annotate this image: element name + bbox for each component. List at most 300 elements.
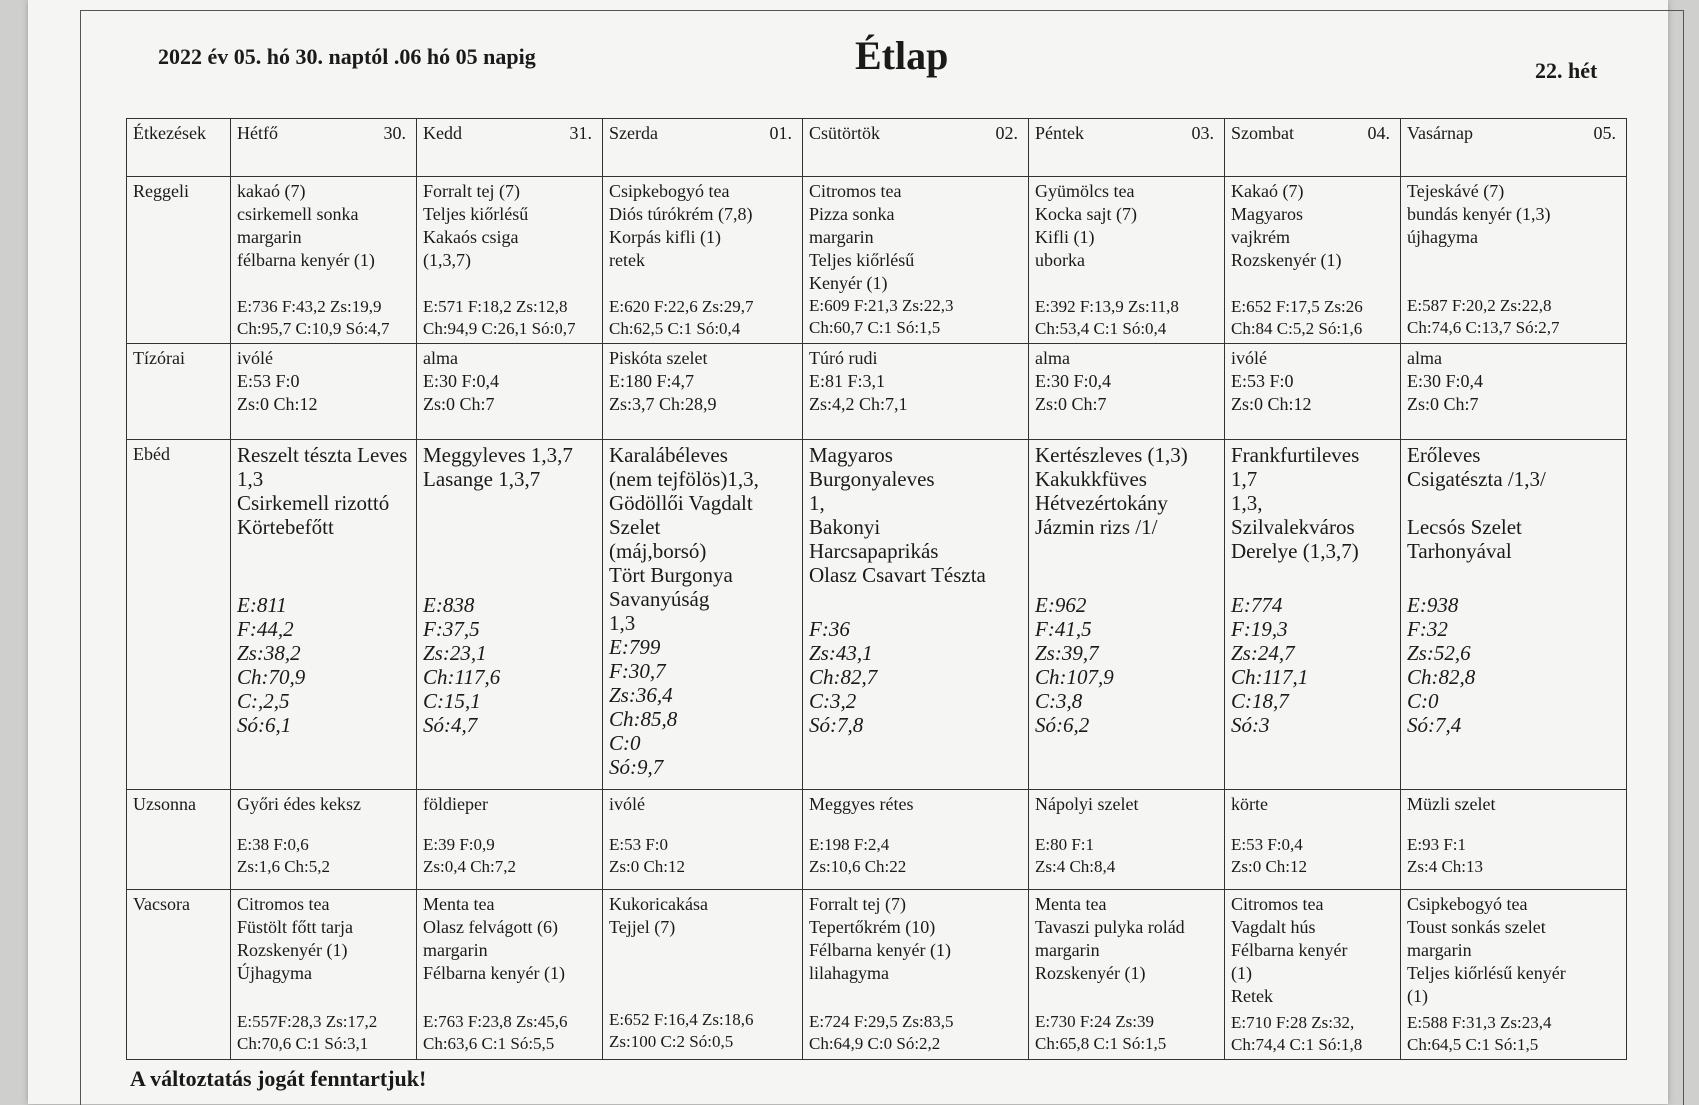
nutrition-info [1231, 593, 1394, 737]
nutrition-info [237, 296, 410, 340]
menu-cell [1401, 344, 1627, 440]
dish-line: bundás kenyér (1,3) [1407, 204, 1551, 224]
menu-cell [231, 440, 417, 790]
nutrition-info [809, 295, 1022, 339]
nutrition-info [1035, 1011, 1218, 1055]
dish-line: Meggyes rétes [809, 794, 914, 814]
nutrition-line: E:811 [237, 593, 287, 617]
nutrition-line: E:571 F:18,2 Zs:12,8 [423, 297, 568, 316]
nutrition-line: E:938 [1407, 593, 1459, 617]
nutrition-line: Zs:0 Ch:12 [609, 857, 686, 876]
dish-line: Gyümölcs tea [1035, 181, 1135, 201]
footer-note: A változtatás jogát fenntartjuk! [130, 1066, 427, 1091]
dish-line: Forralt tej (7) [423, 181, 520, 201]
dish-line: (1) [1407, 986, 1428, 1006]
nutrition-line: Ch:63,6 C:1 Só:5,5 [423, 1034, 555, 1053]
nutrition-line: E:774 [1231, 593, 1283, 617]
nutrition-line: Ch:74,6 C:13,7 Só:2,7 [1407, 318, 1560, 337]
day-name: Kedd [423, 123, 462, 143]
dish-line: Müzli szelet [1407, 794, 1496, 814]
dish-line: Kertészleves (1,3) [1035, 443, 1188, 467]
dish-line: Menta tea [1035, 894, 1107, 914]
menu-cell [1029, 440, 1225, 790]
nutrition-line: C:0 [1407, 689, 1439, 713]
dish-line: Újhagyma [237, 963, 312, 983]
nutrition-line: F:37,5 [423, 617, 480, 641]
dish-line: (máj,borsó) [609, 539, 707, 563]
dish-line: Diós túrókrém (7,8) [609, 204, 753, 224]
menu-cell [1225, 344, 1401, 440]
dish-line: Zs:3,7 Ch:28,9 [609, 394, 717, 414]
dish-line: retek [609, 250, 645, 270]
nutrition-line: E:730 F:24 Zs:39 [1035, 1012, 1155, 1031]
dish-line: Kakaós csiga [423, 227, 519, 247]
dish-line: Vagdalt hús [1231, 917, 1316, 937]
nutrition-info [1035, 834, 1218, 878]
dish-line: margarin [1035, 940, 1100, 960]
day-header-sat [1225, 119, 1401, 177]
dish-line [1407, 491, 1620, 515]
nutrition-info [1035, 593, 1218, 737]
meal-label: Uzsonna [127, 790, 231, 890]
nutrition-line: Ch:53,4 C:1 Só:0,4 [1035, 319, 1167, 338]
dish-line: Csigatészta /1,3/ [1407, 467, 1546, 491]
nutrition-info [809, 617, 1022, 737]
nutrition-line: E:557F:28,3 Zs:17,2 [237, 1012, 378, 1031]
nutrition-line: E:392 F:13,9 Zs:11,8 [1035, 297, 1179, 316]
menu-cell [803, 790, 1029, 890]
dish-line: Savanyúság [609, 587, 710, 611]
nutrition-info [609, 1009, 796, 1053]
dish-line: újhagyma [1407, 227, 1478, 247]
nutrition-info [1407, 295, 1620, 339]
nutrition-line: Zs:52,6 [1407, 641, 1471, 665]
menu-cell [1225, 890, 1401, 1060]
nutrition-info [423, 296, 596, 340]
nutrition-line: Só:3 [1231, 713, 1270, 737]
nutrition-info [1407, 834, 1620, 878]
dish-line: ivólé [1231, 348, 1267, 368]
dish-line: (1) [1231, 963, 1252, 983]
dish-line: vajkrém [1231, 227, 1290, 247]
dish-line: Olasz felvágott (6) [423, 917, 558, 937]
meal-row-reggeli [127, 177, 1627, 344]
nutrition-line: E:53 F:0 [609, 835, 669, 854]
nutrition-info [1231, 296, 1394, 340]
dish-line: Füstölt főtt tarja [237, 917, 353, 937]
nutrition-line: Zs:39,7 [1035, 641, 1099, 665]
nutrition-line: E:962 [1035, 593, 1087, 617]
dish-line: Tejeskávé (7) [1407, 181, 1505, 201]
nutrition-line: E:799 [609, 635, 661, 659]
dish-line: Korpás kifli (1) [609, 227, 721, 247]
dish-line: Citromos tea [809, 181, 902, 201]
dish-line: Magyaros [1231, 204, 1303, 224]
menu-cell [803, 440, 1029, 790]
meal-label: Reggeli [127, 177, 231, 344]
dish-line: Zs:4,2 Ch:7,1 [809, 394, 908, 414]
nutrition-line: Ch:94,9 C:26,1 Só:0,7 [423, 319, 576, 338]
dish-line: Citromos tea [237, 894, 330, 914]
dish-line: Zs:0 Ch:12 [1231, 394, 1312, 414]
dish-line: Kukoricakása [609, 894, 708, 914]
nutrition-info [609, 296, 796, 340]
dish-line: Piskóta szelet [609, 348, 708, 368]
day-name: Vasárnap [1407, 123, 1473, 143]
menu-cell [231, 890, 417, 1060]
nutrition-line: Ch:107,9 [1035, 665, 1114, 689]
menu-cell [603, 440, 803, 790]
dish-line: uborka [1035, 250, 1085, 270]
nutrition-line: E:763 F:23,8 Zs:45,6 [423, 1012, 568, 1031]
nutrition-line: Ch:117,1 [1231, 665, 1309, 689]
date-range: 2022 év 05. hó 30. naptól .06 hó 05 napig [158, 44, 536, 69]
nutrition-info [1407, 1012, 1620, 1056]
menu-cell [1225, 790, 1401, 890]
dish-line: Karalábéleves [609, 443, 728, 467]
dish-line: Félbarna kenyér (1) [809, 940, 951, 960]
nutrition-line: C:,2,5 [237, 689, 290, 713]
menu-cell [603, 344, 803, 440]
dish-line: Kakukkfüves [1035, 467, 1147, 491]
menu-cell [417, 344, 603, 440]
meal-label: Tízórai [127, 344, 231, 440]
dish-line: Rozskenyér (1) [237, 940, 348, 960]
dish-line: csirkemell sonka [237, 204, 359, 224]
nutrition-info [1231, 1012, 1394, 1056]
nutrition-line: Zs:4 Ch:8,4 [1035, 857, 1116, 876]
dish-line: 1,3 [237, 467, 264, 491]
day-header-sun [1401, 119, 1627, 177]
dish-line: Csirkemell rizottó [237, 491, 390, 515]
dish-line: Olasz Csavart Tészta [809, 563, 986, 587]
nutrition-line: Zs:0 Ch:12 [1231, 857, 1308, 876]
nutrition-info [423, 834, 596, 878]
dish-line: 1,3, [1231, 491, 1263, 515]
dish-line: Nápolyi szelet [1035, 794, 1139, 814]
dish-line: Félbarna kenyér (1) [423, 963, 565, 983]
dish-line: alma [1035, 348, 1070, 368]
menu-cell [417, 440, 603, 790]
nutrition-info [1035, 296, 1218, 340]
dish-line: Bakonyi [809, 515, 881, 539]
nutrition-line: E:53 F:0,4 [1231, 835, 1303, 854]
menu-cell [1029, 790, 1225, 890]
day-date: 31. [569, 123, 592, 143]
dish-line: 1, [809, 491, 825, 515]
dish-line: Pizza sonka [809, 204, 895, 224]
nutrition-line: Só:6,1 [237, 713, 292, 737]
page-title: Étlap [855, 33, 949, 78]
nutrition-line: Zs:0,4 Ch:7,2 [423, 857, 517, 876]
nutrition-line: Zs:1,6 Ch:5,2 [237, 857, 331, 876]
dish-line: Csipkebogyó tea [609, 181, 730, 201]
dish-line: Zs:0 Ch:7 [423, 394, 495, 414]
dish-line: Derelye (1,3,7) [1231, 539, 1359, 563]
menu-cell [1401, 177, 1627, 344]
nutrition-info [609, 834, 796, 878]
dish-line: E:30 F:0,4 [423, 371, 500, 391]
menu-cell [231, 790, 417, 890]
nutrition-line: E:736 F:43,2 Zs:19,9 [237, 297, 382, 316]
nutrition-line: C:15,1 [423, 689, 481, 713]
dish-line: E:30 F:0,4 [1407, 371, 1484, 391]
dish-line: margarin [423, 940, 488, 960]
menu-cell [231, 344, 417, 440]
dish-line: margarin [1407, 940, 1472, 960]
nutrition-line: Zs:38,2 [237, 641, 301, 665]
nutrition-line: C:3,8 [1035, 689, 1083, 713]
header-row [127, 119, 1627, 177]
day-date: 02. [995, 123, 1018, 143]
dish-line: Forralt tej (7) [809, 894, 906, 914]
dish-line: Körtebefőtt [237, 515, 334, 539]
nutrition-line: Ch:65,8 C:1 Só:1,5 [1035, 1034, 1167, 1053]
meal-row-tizorai [127, 344, 1627, 440]
nutrition-line: E:80 F:1 [1035, 835, 1095, 854]
menu-cell [1029, 177, 1225, 344]
nutrition-line: E:652 F:17,5 Zs:26 [1231, 297, 1363, 316]
day-date: 30. [383, 123, 406, 143]
menu-table [126, 118, 1627, 1060]
nutrition-line: E:587 F:20,2 Zs:22,8 [1407, 296, 1552, 315]
nutrition-line: F:36 [809, 617, 850, 641]
nutrition-line: Só:4,7 [423, 713, 478, 737]
dish-line: Szelet [609, 515, 661, 539]
nutrition-line: E:838 [423, 593, 475, 617]
nutrition-line: E:609 F:21,3 Zs:22,3 [809, 296, 954, 315]
meal-row-vacsora [127, 890, 1627, 1060]
day-date: 05. [1593, 123, 1616, 143]
dish-line: Erőleves [1407, 443, 1481, 467]
nutrition-info [609, 635, 796, 779]
nutrition-line: Ch:85,8 [609, 707, 678, 731]
dish-line: 1,7 [1231, 467, 1258, 491]
day-date: 03. [1191, 123, 1214, 143]
nutrition-info [423, 593, 596, 737]
nutrition-line: C:3,2 [809, 689, 857, 713]
dish-line: Retek [1231, 986, 1273, 1006]
menu-cell [1029, 344, 1225, 440]
dish-line: Zs:0 Ch:7 [1407, 394, 1479, 414]
menu-cell [417, 177, 603, 344]
dish-line: E:53 F:0 [237, 371, 300, 391]
dish-line: (nem tejfölös)1,3, [609, 467, 759, 491]
nutrition-info [237, 1011, 410, 1055]
day-date: 01. [769, 123, 792, 143]
dish-line: Magyaros Burgonyaleves [809, 443, 935, 491]
dish-line: Reszelt tészta Leves [237, 443, 408, 467]
dish-line: Csipkebogyó tea [1407, 894, 1528, 914]
dish-line: Hétvezértokány [1035, 491, 1168, 515]
menu-cell [417, 790, 603, 890]
menu-cell [603, 790, 803, 890]
day-header-thu [803, 119, 1029, 177]
menu-cell [417, 890, 603, 1060]
nutrition-line: Ch:82,7 [809, 665, 878, 689]
day-name: Szerda [609, 123, 658, 143]
nutrition-line: Zs:43,1 [809, 641, 873, 665]
day-name: Szombat [1231, 123, 1294, 143]
nutrition-line: E:39 F:0,9 [423, 835, 495, 854]
nutrition-info [809, 1011, 1022, 1055]
dish-line: Zs:0 Ch:12 [237, 394, 318, 414]
meal-row-uzsonna [127, 790, 1627, 890]
menu-cell [231, 177, 417, 344]
nutrition-line: E:93 F:1 [1407, 835, 1467, 854]
dish-line: Toust sonkás szelet [1407, 917, 1546, 937]
menu-cell [603, 177, 803, 344]
dish-line: Teljes kiőrlésű [809, 250, 915, 270]
nutrition-line: Ch:64,5 C:1 Só:1,5 [1407, 1035, 1539, 1054]
nutrition-info [1231, 834, 1394, 878]
menu-cell [803, 890, 1029, 1060]
nutrition-line: Só:9,7 [609, 755, 664, 779]
day-name: Péntek [1035, 123, 1084, 143]
dish-line: ivólé [237, 348, 273, 368]
day-header-fri [1029, 119, 1225, 177]
nutrition-line: Zs:100 C:2 Só:0,5 [609, 1032, 734, 1051]
menu-cell [1029, 890, 1225, 1060]
menu-cell [1401, 890, 1627, 1060]
dish-line: alma [1407, 348, 1442, 368]
nutrition-line: Ch:70,6 C:1 Só:3,1 [237, 1034, 369, 1053]
week-number: 22. hét [1535, 58, 1598, 83]
meal-label: Vacsora [127, 890, 231, 1060]
dish-line: Gödöllői Vagdalt [609, 491, 753, 515]
dish-line: Citromos tea [1231, 894, 1324, 914]
dish-line: Győri édes keksz [237, 794, 361, 814]
dish-line: (1,3,7) [423, 250, 471, 270]
menu-cell [803, 344, 1029, 440]
day-header-wed [603, 119, 803, 177]
nutrition-line: Ch:64,9 C:0 Só:2,2 [809, 1034, 941, 1053]
menu-cell [803, 177, 1029, 344]
dish-line: Menta tea [423, 894, 495, 914]
nutrition-line: Ch:117,6 [423, 665, 501, 689]
nutrition-line: F:32 [1407, 617, 1448, 641]
dish-line: Tarhonyával [1407, 539, 1512, 563]
nutrition-line: E:620 F:22,6 Zs:29,7 [609, 297, 754, 316]
meal-row-ebed [127, 440, 1627, 790]
menu-cell [1401, 440, 1627, 790]
nutrition-line: E:652 F:16,4 Zs:18,6 [609, 1010, 754, 1029]
nutrition-info [423, 1011, 596, 1055]
nutrition-line: Ch:82,8 [1407, 665, 1476, 689]
nutrition-info [237, 593, 410, 737]
nutrition-line: C:0 [609, 731, 641, 755]
dish-line: földieper [423, 794, 488, 814]
dish-line: Lecsós Szelet [1407, 515, 1522, 539]
dish-line: 1,3 [609, 611, 636, 635]
day-name: Csütörtök [809, 123, 881, 143]
menu-cell [1225, 440, 1401, 790]
dish-line: margarin [809, 227, 874, 247]
day-header-mon [231, 119, 417, 177]
nutrition-line: F:19,3 [1231, 617, 1288, 641]
dish-line: Túró rudi [809, 348, 878, 368]
nutrition-line: Só:6,2 [1035, 713, 1090, 737]
dish-line: E:180 F:4,7 [609, 371, 695, 391]
dish-line: Lasange 1,3,7 [423, 467, 541, 491]
dish-line: Tört Burgonya [609, 563, 733, 587]
dish-line: Szilvalekváros [1231, 515, 1355, 539]
dish-line: Frankfurtileves [1231, 443, 1360, 467]
dish-line: E:30 F:0,4 [1035, 371, 1112, 391]
nutrition-line: Ch:84 C:5,2 Só:1,6 [1231, 319, 1363, 338]
nutrition-line: Zs:10,6 Ch:22 [809, 857, 907, 876]
dish-line: Rozskenyér (1) [1231, 250, 1342, 270]
nutrition-info [1407, 593, 1620, 737]
nutrition-line: E:38 F:0,6 [237, 835, 309, 854]
dish-line: Jázmin rizs /1/ [1035, 515, 1158, 539]
nutrition-line: Ch:60,7 C:1 Só:1,5 [809, 318, 941, 337]
corner-label: Étkezések [127, 119, 231, 177]
dish-line: alma [423, 348, 458, 368]
dish-line: Teljes kiőrlésű kenyér [1407, 963, 1566, 983]
dish-line: margarin [237, 227, 302, 247]
dish-line: kakaó (7) [237, 181, 306, 201]
nutrition-line: Ch:62,5 C:1 Só:0,4 [609, 319, 741, 338]
nutrition-line: Zs:4 Ch:13 [1407, 857, 1484, 876]
meal-label: Ebéd [127, 440, 231, 790]
nutrition-line: F:30,7 [609, 659, 666, 683]
day-name: Hétfő [237, 123, 278, 143]
nutrition-line: F:41,5 [1035, 617, 1092, 641]
dish-line: körte [1231, 794, 1268, 814]
dish-line: ivólé [609, 794, 645, 814]
dish-line: Félbarna kenyér [1231, 940, 1348, 960]
dish-line: Kakaó (7) [1231, 181, 1304, 201]
dish-line: Tepertőkrém (10) [809, 917, 936, 937]
dish-line: Kenyér (1) [809, 273, 888, 293]
dish-line: félbarna kenyér (1) [237, 250, 375, 270]
dish-line: Kifli (1) [1035, 227, 1095, 247]
nutrition-line: Zs:36,4 [609, 683, 673, 707]
dish-line: E:53 F:0 [1231, 371, 1294, 391]
nutrition-line: Só:7,4 [1407, 713, 1462, 737]
nutrition-line: Ch:95,7 C:10,9 Só:4,7 [237, 319, 390, 338]
nutrition-line: Só:7,8 [809, 713, 864, 737]
dish-line: Meggyleves 1,3,7 [423, 443, 573, 467]
nutrition-line: C:18,7 [1231, 689, 1289, 713]
dish-line: Rozskenyér (1) [1035, 963, 1146, 983]
dish-line: Tejjel (7) [609, 917, 676, 937]
nutrition-line: E:588 F:31,3 Zs:23,4 [1407, 1013, 1552, 1032]
nutrition-line: Ch:70,9 [237, 665, 306, 689]
day-header-tue [417, 119, 603, 177]
nutrition-line: E:724 F:29,5 Zs:83,5 [809, 1012, 954, 1031]
dish-line: Zs:0 Ch:7 [1035, 394, 1107, 414]
nutrition-line: E:198 F:2,4 [809, 835, 890, 854]
nutrition-line: E:710 F:28 Zs:32, [1231, 1013, 1355, 1032]
menu-cell [1401, 790, 1627, 890]
nutrition-line: F:44,2 [237, 617, 294, 641]
menu-cell [1225, 177, 1401, 344]
nutrition-info [809, 834, 1022, 878]
dish-line: E:81 F:3,1 [809, 371, 886, 391]
dish-line: Tavaszi pulyka rolád [1035, 917, 1185, 937]
day-date: 04. [1367, 123, 1390, 143]
dish-line: Teljes kiőrlésű [423, 204, 529, 224]
dish-line: lilahagyma [809, 963, 889, 983]
nutrition-line: Ch:74,4 C:1 Só:1,8 [1231, 1035, 1363, 1054]
dish-line: Kocka sajt (7) [1035, 204, 1137, 224]
nutrition-line: Zs:23,1 [423, 641, 487, 665]
nutrition-line: Zs:24,7 [1231, 641, 1295, 665]
nutrition-info [237, 834, 410, 878]
menu-cell [603, 890, 803, 1060]
